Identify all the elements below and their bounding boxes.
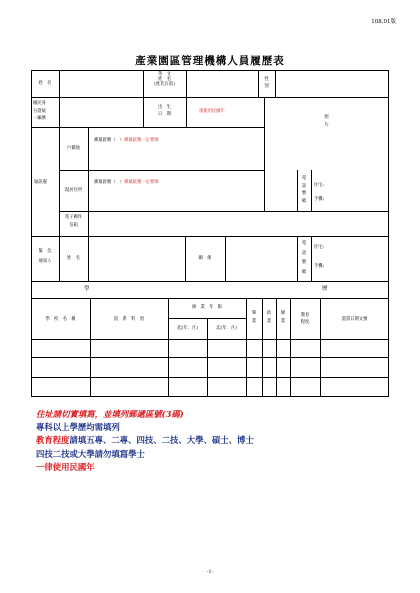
domicile-label: 戶籍地 xyxy=(67,146,80,151)
contact-address-label: 通訊處 xyxy=(34,180,47,185)
photo-label: 照 片 xyxy=(324,115,329,128)
emergency-phone-label: 電 話 號 碼 xyxy=(301,241,307,275)
end-date-header: 迄(年．月) xyxy=(216,326,237,331)
english-name-label: 英 文 姓 名 (姓氏在前) xyxy=(154,72,175,88)
note-bachelor: 四技二技或大學請勿填寫學士 xyxy=(36,448,145,459)
phone-label: 電 話 號 碼 xyxy=(301,176,307,204)
gender-label: 性 別 xyxy=(264,77,269,89)
birth-date-label: 出 生 日 期 xyxy=(158,105,171,117)
row-divider xyxy=(31,357,389,358)
col-divider xyxy=(59,70,60,281)
emergency-name-label: 姓 名 xyxy=(67,256,80,261)
note-college: 專科以上學歷均需填列 xyxy=(36,422,120,433)
residence-label: 現居住所 xyxy=(64,188,83,193)
page-number: -1- xyxy=(206,569,214,575)
certificate-header: 證書日期文號 xyxy=(341,317,368,322)
email-label: 電子郵件 信箱 xyxy=(64,215,83,228)
education-level-header: 教育 程度 xyxy=(300,313,310,325)
col-divider xyxy=(88,127,89,281)
home-phone-label: 住宅: xyxy=(314,183,325,188)
col-divider xyxy=(90,298,91,397)
emergency-mobile-label: 手機: xyxy=(314,264,325,269)
col-divider xyxy=(311,236,312,281)
note-education-level: 教育程度請填五專、二專、四技、二技、大學、碩士、博士 xyxy=(36,435,254,446)
residence-postal-code: 郵遞區號（ ）郵遞區號一定要填 xyxy=(94,180,159,185)
row-divider xyxy=(59,170,264,171)
row-divider xyxy=(31,298,389,299)
row-divider xyxy=(59,211,389,212)
name-label: 姓 名 xyxy=(38,81,52,86)
birth-date-hint: 請使用民國年 xyxy=(199,109,225,114)
col-divider xyxy=(186,70,187,127)
form-notes xyxy=(36,408,254,474)
study-period-header: 修 業 年 限 xyxy=(191,305,223,310)
col-divider xyxy=(225,236,226,281)
relationship-label: 關 係 xyxy=(198,256,212,261)
education-heading-left: 學 xyxy=(84,286,90,292)
mobile-phone-label: 手機: xyxy=(314,197,325,202)
col-divider xyxy=(320,298,321,397)
dropped-out-header: 肄 業 xyxy=(280,311,286,324)
form-version: 108.01版 xyxy=(371,19,396,25)
row-divider xyxy=(31,281,389,282)
start-date-header: 起(年．月) xyxy=(177,326,198,331)
col-divider xyxy=(168,298,169,397)
note-address: 住址請切實填寫，並填列郵遞區號(3碼) xyxy=(36,409,184,419)
row-divider xyxy=(31,377,389,378)
emergency-contact-label: 緊 急 通知人 xyxy=(38,249,52,264)
id-number-label: 國民身 分證統 一編號 xyxy=(33,101,46,122)
row-divider xyxy=(31,236,389,237)
completed-header: 結 業 xyxy=(266,311,272,324)
department-header: 院 系 科 別 xyxy=(113,317,145,322)
row-divider xyxy=(31,97,389,98)
school-name-header: 學 校 名 稱 xyxy=(45,317,76,322)
col-divider xyxy=(311,170,312,211)
col-divider xyxy=(275,70,276,97)
domicile-postal-code: 郵遞區號（ ）郵遞區號一定要填 xyxy=(94,138,159,143)
row-divider xyxy=(31,339,389,340)
education-heading-right: 歷 xyxy=(322,286,328,292)
form-title: 產業園區管理機構人員履歷表 xyxy=(135,55,285,67)
emergency-home-phone-label: 住宅: xyxy=(314,245,325,250)
row-divider xyxy=(31,127,264,128)
note-roc-year: 一律使用民國年 xyxy=(36,461,95,472)
graduated-header: 畢 業 xyxy=(251,311,257,324)
